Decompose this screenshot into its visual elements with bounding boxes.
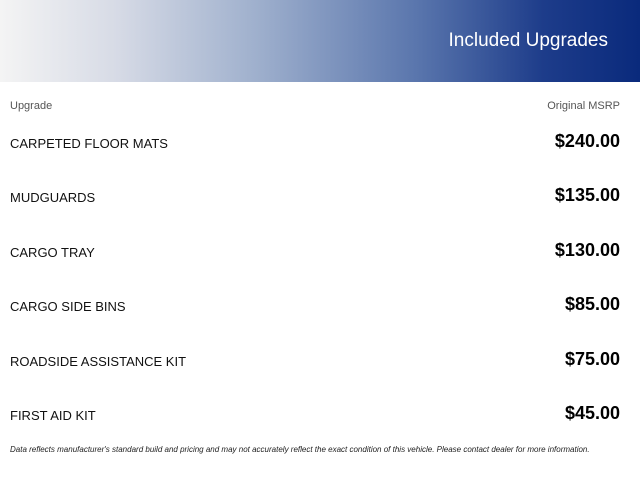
list-item (0, 169, 640, 223)
upgrade-price: $130.00 (554, 239, 620, 260)
disclaimer-text: Data reflects manufacturer's standard build and pricing and may not accurately reflect the exact condition of this vehicle. Please contact dealer for more information. (10, 445, 590, 454)
upgrade-price: $85.00 (564, 294, 620, 315)
column-header-msrp: Original MSRP (547, 100, 620, 112)
column-header-upgrade: Upgrade (10, 100, 53, 112)
upgrade-price: $75.00 (564, 348, 620, 369)
upgrade-name: ROADSIDE ASSISTANCE KIT (10, 353, 187, 369)
upgrade-name: MUDGUARDS (10, 190, 96, 206)
upgrade-price: $135.00 (554, 185, 620, 206)
header-banner (0, 0, 640, 82)
page-title: Included Upgrades (448, 30, 608, 51)
upgrade-price: $240.00 (554, 131, 620, 151)
list-item (0, 387, 640, 441)
list-item (0, 333, 640, 387)
upgrade-price: $45.00 (564, 402, 620, 423)
upgrade-name: CARGO TRAY (10, 244, 95, 260)
list-item (0, 278, 640, 332)
upgrade-name: CARGO SIDE BINS (10, 299, 126, 315)
upgrade-name: CARPETED FLOOR MATS (10, 136, 168, 151)
list-item (0, 224, 640, 278)
list-item (0, 115, 640, 169)
upgrades-list (0, 115, 640, 441)
upgrade-name: FIRST AID KIT (10, 407, 96, 423)
